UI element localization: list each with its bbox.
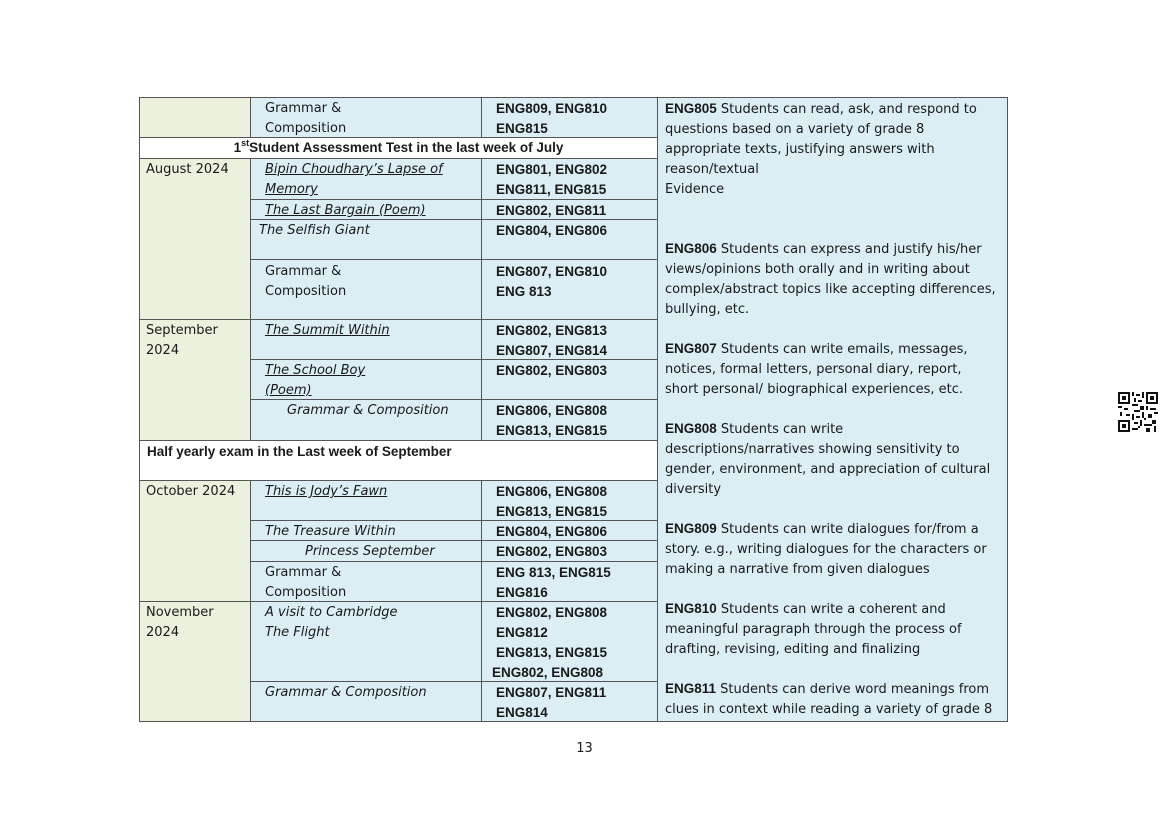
- codes-cell: [481, 540, 658, 562]
- code-line: ENG813, ENG815: [496, 504, 608, 519]
- outcome-text: story. e.g., writing dialogues for the characters or: [665, 542, 987, 557]
- lesson-line: Bipin Choudhary’s Lapse of: [265, 162, 443, 177]
- outcome-text: Students can express and justify his/her: [716, 242, 982, 257]
- code-line: ENG804, ENG806: [496, 223, 608, 238]
- lesson-cell: [250, 601, 482, 682]
- outcome-item: [665, 679, 1001, 720]
- code-line: ENG802, ENG808: [492, 665, 604, 680]
- lesson-cell: [250, 158, 482, 200]
- lesson-line: Princess September: [305, 544, 435, 559]
- outcome-code: ENG808: [665, 421, 717, 436]
- codes-cell: [481, 601, 658, 682]
- outcome-text: gender, environment, and appreciation of cultural: [665, 462, 991, 477]
- code-line: ENG813, ENG815: [496, 645, 608, 660]
- exam-banner: [139, 440, 658, 481]
- outcome-text: clues in context while reading a variety of grade 8: [665, 702, 993, 717]
- lesson-cell: [250, 359, 482, 400]
- lesson-line: (Poem): [265, 383, 312, 398]
- lesson-line: This is Jody’s Fawn: [265, 484, 388, 499]
- lesson-line: The Selfish Giant: [259, 223, 370, 238]
- outcome-code: ENG810: [665, 601, 717, 616]
- outcome-text: Students can write dialogues for/from a: [716, 522, 979, 537]
- month-label: 2024: [146, 343, 180, 358]
- lesson-line: Grammar & Composition: [287, 403, 449, 418]
- code-line: ENG806, ENG808: [496, 484, 608, 499]
- code-line: ENG801, ENG802: [496, 162, 608, 177]
- lesson-line: The Treasure Within: [265, 524, 396, 539]
- code-line: ENG809, ENG810: [496, 101, 608, 116]
- code-line: ENG 813: [496, 284, 552, 299]
- lesson-cell: [250, 480, 482, 521]
- codes-cell: [481, 219, 658, 260]
- outcome-text: Evidence: [665, 182, 725, 197]
- month-cell-october: [139, 480, 251, 602]
- lesson-cell: [250, 540, 482, 562]
- outcome-item: [665, 419, 1001, 500]
- assessment-banner: [139, 137, 658, 159]
- codes-cell: [481, 158, 658, 200]
- month-cell-november: [139, 601, 251, 722]
- lesson-cell: [250, 561, 482, 602]
- learning-outcomes-column: [657, 97, 1008, 722]
- lesson-line: Grammar &: [265, 101, 342, 116]
- codes-cell: [481, 199, 658, 220]
- outcome-text: Students can derive word meanings from: [716, 682, 989, 697]
- code-line: ENG816: [496, 585, 548, 600]
- lesson-cell: [250, 219, 482, 260]
- codes-cell: [481, 97, 658, 138]
- month-cell-september: [139, 319, 251, 441]
- lesson-line: Composition: [265, 284, 347, 299]
- lesson-line: The Summit Within: [265, 323, 390, 338]
- outcome-text: reason/textual: [665, 162, 759, 177]
- banner-text: Half yearly exam in the Last week of September: [147, 444, 452, 459]
- lesson-cell: [250, 399, 482, 441]
- outcome-text: appropriate texts, justifying answers with: [665, 142, 935, 157]
- month-cell-august: [139, 158, 251, 320]
- outcome-text: descriptions/narratives showing sensitivity to: [665, 442, 960, 457]
- outcome-text: making a narrative from given dialogues: [665, 562, 930, 577]
- codes-cell: [481, 259, 658, 320]
- lesson-line: Memory: [265, 182, 318, 197]
- outcome-text: questions based on a variety of grade 8: [665, 122, 925, 137]
- code-line: ENG806, ENG808: [496, 403, 608, 418]
- codes-cell: [481, 359, 658, 400]
- outcome-code: ENG805: [665, 101, 717, 116]
- outcome-text: views/opinions both orally and in writing about: [665, 262, 970, 277]
- lesson-line: Grammar & Composition: [265, 685, 427, 700]
- month-label: October 2024: [146, 484, 236, 499]
- lesson-line: A visit to Cambridge: [265, 605, 398, 620]
- code-line: ENG802, ENG811: [496, 203, 607, 218]
- lesson-line: Composition: [265, 585, 347, 600]
- code-line: ENG802, ENG808: [496, 605, 608, 620]
- codes-cell: [481, 520, 658, 541]
- code-line: ENG807, ENG811: [496, 685, 607, 700]
- code-line: ENG812: [496, 625, 548, 640]
- outcome-item: [665, 599, 1001, 660]
- lesson-line: Composition: [265, 121, 347, 136]
- code-line: ENG802, ENG813: [496, 323, 608, 338]
- lesson-line: The Flight: [265, 625, 330, 640]
- lesson-line: The Last Bargain (Poem): [265, 203, 426, 218]
- lesson-cell: [250, 520, 482, 541]
- qr-code-icon: [1118, 392, 1158, 432]
- month-label: November: [146, 605, 214, 620]
- code-line: ENG815: [496, 121, 548, 136]
- lesson-line: Grammar &: [265, 264, 342, 279]
- lesson-cell: [250, 97, 482, 138]
- outcome-item: [665, 339, 1001, 400]
- codes-cell: [481, 399, 658, 441]
- outcome-code: ENG807: [665, 341, 717, 356]
- month-cell: [139, 97, 251, 138]
- outcome-text: complex/abstract topics like accepting differences,: [665, 282, 996, 297]
- lesson-cell: [250, 319, 482, 360]
- lesson-line: Grammar &: [265, 565, 342, 580]
- banner-text: Student Assessment Test in the last week of July: [249, 140, 564, 155]
- code-line: ENG813, ENG815: [496, 423, 608, 438]
- outcome-item: [665, 239, 1001, 320]
- outcome-code: ENG806: [665, 241, 717, 256]
- lesson-cell: [250, 199, 482, 220]
- outcome-text: Students can write: [716, 422, 844, 437]
- lesson-cell: [250, 681, 482, 722]
- codes-cell: [481, 561, 658, 602]
- lesson-cell: [250, 259, 482, 320]
- month-label: August 2024: [146, 162, 229, 177]
- outcome-text: diversity: [665, 482, 722, 497]
- outcome-item: [665, 99, 1001, 200]
- outcome-text: meaningful paragraph through the process of: [665, 622, 962, 637]
- outcome-code: ENG809: [665, 521, 717, 536]
- banner-ordinal-suffix: st: [241, 138, 250, 148]
- banner-ordinal: 1: [233, 140, 242, 155]
- month-label: September: [146, 323, 218, 338]
- lesson-line: The School Boy: [265, 363, 366, 378]
- code-line: ENG802, ENG803: [496, 544, 608, 559]
- codes-cell: [481, 681, 658, 722]
- outcome-text: notices, formal letters, personal diary, report,: [665, 362, 962, 377]
- outcome-text: bullying, etc.: [665, 302, 750, 317]
- outcome-text: drafting, revising, editing and finalizing: [665, 642, 921, 657]
- month-label: 2024: [146, 625, 180, 640]
- code-line: ENG 813, ENG815: [496, 565, 611, 580]
- code-line: ENG814: [496, 705, 548, 720]
- code-line: ENG811, ENG815: [496, 182, 607, 197]
- outcome-text: short personal/ biographical experiences, etc.: [665, 382, 963, 397]
- codes-cell: [481, 480, 658, 521]
- outcome-text: Students can read, ask, and respond to: [716, 102, 977, 117]
- codes-cell: [481, 319, 658, 360]
- outcome-text: Students can write a coherent and: [716, 602, 946, 617]
- outcome-code: ENG811: [665, 681, 717, 696]
- outcome-text: Students can write emails, messages,: [716, 342, 968, 357]
- code-line: ENG807, ENG810: [496, 264, 608, 279]
- code-line: ENG802, ENG803: [496, 363, 608, 378]
- page-number: 13: [576, 741, 593, 756]
- code-line: ENG807, ENG814: [496, 343, 608, 358]
- outcome-item: [665, 519, 1001, 580]
- code-line: ENG804, ENG806: [496, 524, 608, 539]
